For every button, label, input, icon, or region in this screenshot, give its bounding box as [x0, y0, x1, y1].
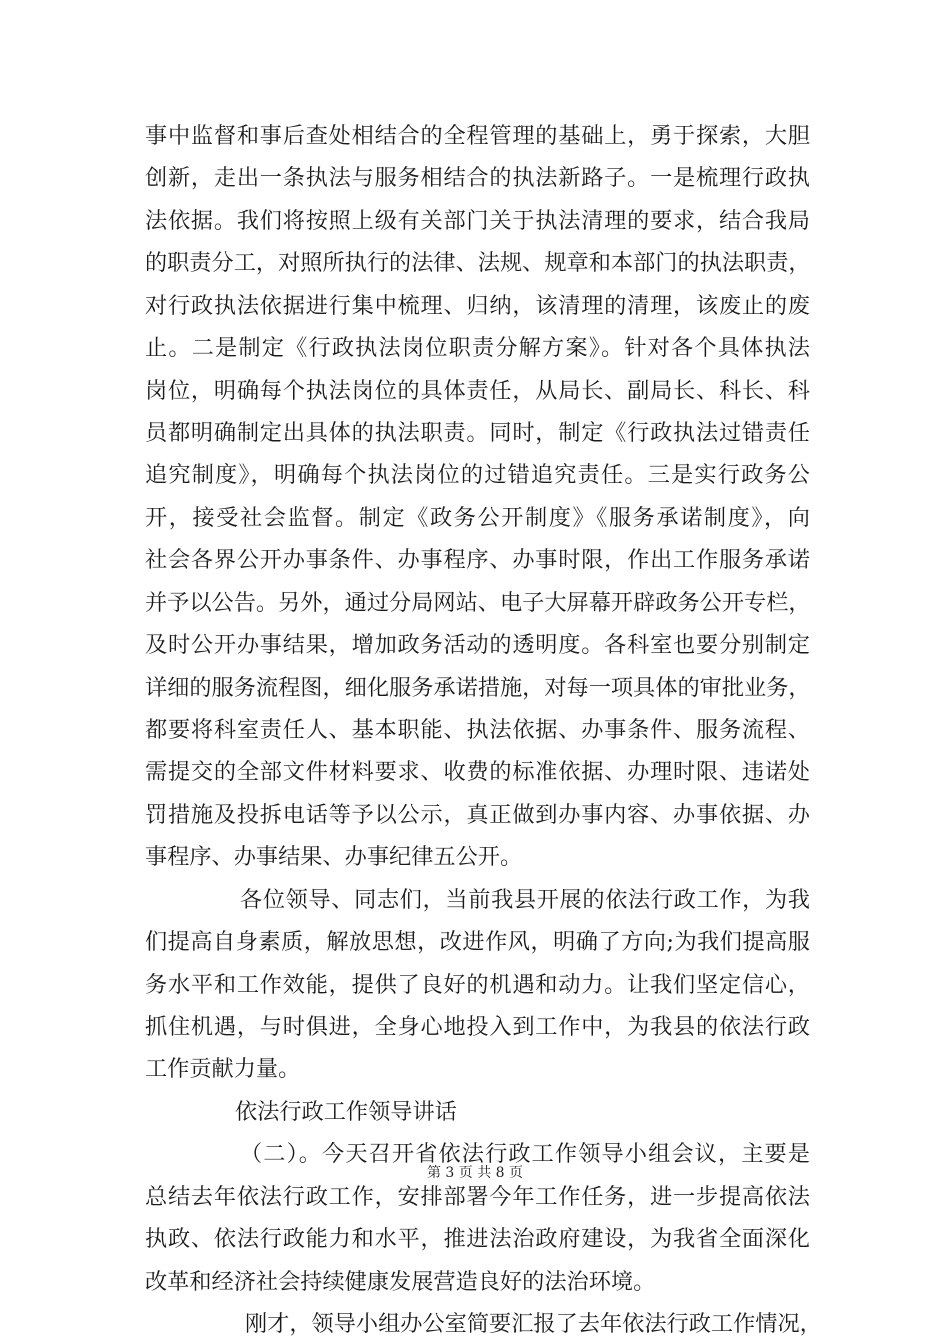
text-line: 法依据。我们将按照上级有关部门关于执法清理的要求，结合我局: [145, 207, 810, 234]
text-line: 并予以公告。另外，通过分局网站、电子大屏幕开辟政务公开专栏，: [145, 589, 811, 616]
text-line: 及时公开办事结果，增加政务活动的透明度。各科室也要分别制定: [145, 632, 810, 659]
text-line: 执政、依法行政能力和水平，推进法治政府建设，为我省全面深化: [145, 1226, 810, 1253]
text-line: 追究制度》，明确每个执法岗位的过错追究责任。三是实行政务公: [145, 462, 810, 489]
text-line: 都要将科室责任人、基本职能、执法依据、办事条件、服务流程、: [145, 717, 810, 743]
text-line: 罚措施及投拆电话等予以公示，真正做到办事内容、办事依据、办: [145, 801, 810, 828]
page-number-label: 第 3 页 共 8 页: [426, 1165, 524, 1182]
text-line: 岗位，明确每个执法岗位的具体责任，从局长、副局长、科长、科: [145, 377, 810, 404]
text-line: 详细的服务流程图，细化服务承诺措施，对每一项具体的审批业务，: [145, 674, 811, 701]
text-line: 社会各界公开办事条件、办事程序、办事时限，作出工作服务承诺: [145, 547, 810, 574]
text-line: 抓住机遇，与时俱进，全身心地投入到工作中，为我县的依法行政: [145, 1014, 810, 1040]
text-line: 创新，走出一条执法与服务相结合的执法新路子。一是梳理行政执: [145, 165, 810, 192]
text-line: 务水平和工作效能，提供了良好的机遇和动力。让我们坚定信心，: [145, 971, 810, 998]
text-line: 们提高自身素质，解放思想，改进作风，明确了方向;为我们提高服: [145, 929, 810, 956]
text-line: 需提交的全部文件材料要求、收费的标准依据、办理时限、违诺处: [145, 759, 810, 786]
text-line: 止。二是制定《行政执法岗位职责分解方案》。针对各个具体执法: [145, 335, 810, 362]
text-line: 员都明确制定出具体的执法职责。同时，制定《行政执法过错责任: [145, 420, 810, 446]
page-footer: [0, 1164, 950, 1182]
text-line: 总结去年依法行政工作，安排部署今年工作任务，进一步提高依法: [145, 1183, 810, 1210]
text-line: 对行政执法依据进行集中梳理、归纳，该清理的清理，该废止的废: [145, 292, 810, 319]
text-line: 刚才，领导小组办公室简要汇报了去年依法行政工作情况，: [245, 1311, 822, 1337]
text-line: 开，接受社会监督。制定《政务公开制度》《服务承诺制度》，向: [145, 504, 810, 531]
text-line: 改革和经济社会持续健康发展营造良好的法治环境。: [145, 1268, 656, 1295]
section-heading: 依法行政工作领导讲话: [235, 1098, 457, 1125]
text-line: （二）。今天召开省依法行政工作领导小组会议，主要是: [240, 1141, 810, 1168]
text-line: 工作贡献力量。: [145, 1056, 301, 1083]
text-line: 的职责分工，对照所执行的法律、法规、规章和本部门的执法职责，: [145, 250, 811, 277]
text-line: 各位领导、同志们，当前我县开展的依法行政工作，为我: [240, 886, 810, 913]
text-line: 事中监督和事后查处相结合的全程管理的基础上，勇于探索，大胆: [145, 123, 810, 149]
text-line: 事程序、办事结果、办事纪律五公开。: [145, 844, 523, 871]
